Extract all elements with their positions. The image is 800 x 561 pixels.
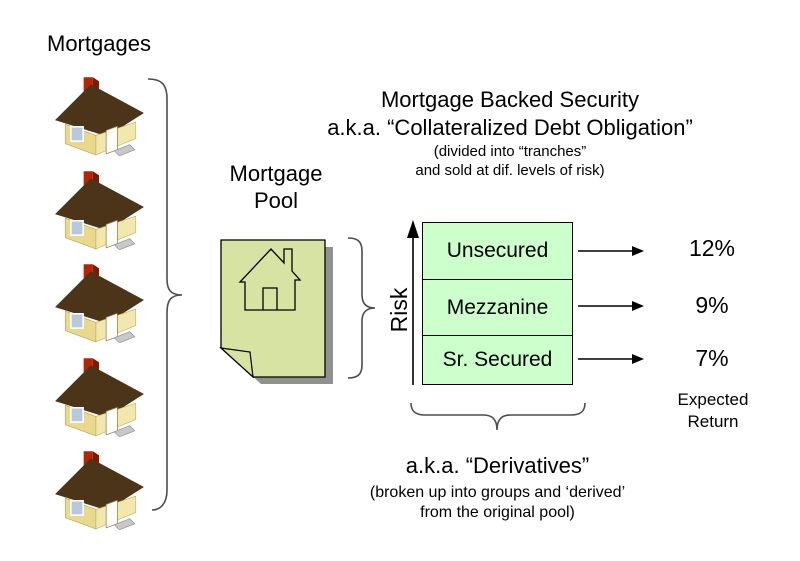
tranche-sr-secured [422,335,573,385]
house-icon [54,353,146,437]
document-folded-corner [221,348,253,377]
security-title: Mortgage Backed Security [380,87,640,112]
derivatives-note-block [315,452,680,523]
risk-axis-label: Risk [386,287,412,333]
mortgage-pool-document-icon [214,234,344,386]
expected-return-caption-line2: Return [687,412,739,431]
security-note-line1: (divided into “tranches” [433,143,587,160]
tranche-unsecured [422,222,573,280]
house-icon [54,446,146,530]
return-arrow-icon [578,299,644,313]
mortgages-heading: Mortgages [47,31,151,56]
pool-to-tranches-brace-icon [342,233,384,383]
tranches-group-brace-icon [405,398,595,438]
house-icon [54,259,146,343]
expected-return-caption [663,389,763,433]
tranche-label: Sr. Secured [442,348,553,371]
security-note-line2: and sold at dif. levels of risk) [415,162,605,179]
return-arrow-icon [578,352,644,366]
house-icon [54,72,146,156]
mortgage-pool-line1: Mortgage [229,161,323,186]
expected-return-sr-secured: 7% [695,345,729,371]
expected-return-caption-line1: Expected [677,390,749,409]
tranche-label: Mezzanine [446,295,549,319]
security-title-block [300,86,720,180]
expected-return-mezzanine: 9% [695,292,729,318]
derivatives-note-line2: from the original pool) [420,504,575,521]
expected-return-unsecured: 12% [688,235,736,261]
security-aka: a.k.a. “Collateralized Debt Obligation” [327,115,693,140]
house-icon [54,166,146,250]
houses-group-brace-icon [140,73,190,518]
derivatives-aka: a.k.a. “Derivatives” [405,453,590,478]
derivatives-note-line1: (broken up into groups and ‘derived’ [369,484,626,501]
tranche-stack [422,222,573,385]
tranche-label: Unsecured [446,239,549,262]
tranche-mezzanine [422,279,573,336]
return-arrow-icon [578,244,644,258]
mortgage-pool-line2: Pool [253,188,299,213]
